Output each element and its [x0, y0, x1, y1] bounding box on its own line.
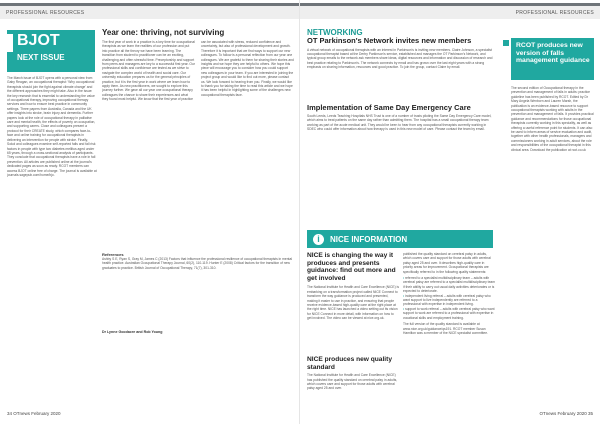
running-header-left	[0, 3, 299, 19]
rcot-body: The second edition of Occupational therapy in the prevention and management of falls in adults: practice guideline has been published by RCOT. Edited by Dr Mary Angela Wenborn and Lauren Marsh, the publication is an evidence-based resource to support occupational therapists working with adults in the prevention and management of falls. It provides practical guidance and recommendations for those occupational therapists currently working in this speciality, as well as offering a useful reference point for students. It can also be used to inform areas of service evaluation and audit, together with other health professionals, managers and commissioners working in adult services, about the role and responsibilities of the occupational therapist in this clinical area. Download the publication at rcot.co.uk	[511, 86, 594, 152]
rcot-banner	[511, 38, 594, 80]
rcot-title: RCOT produces new version of falls management guidance	[516, 42, 590, 65]
sdec-title: Implementation of Same Day Emergency Care	[307, 102, 471, 112]
rcot-square-decoration	[503, 40, 509, 46]
nice-col2-intro: published the quality standard on cerebral palsy in adults, which covers care and support for those adults with cerebral palsy aged 25 and over. It describes high-quality care in priority areas for improvement. Occupational therapists are specifically referred to in the following quality statements:	[403, 252, 491, 274]
bjot-body: The March issue of BJOT opens with a personal view from Gaby Reagan, an occupational therapist: 'Why occupational therapists should join the fight against climate change' and the different approaches they might take. Also in the issue: the key research that is essential to understanding the value of occupational therapy, improving occupational therapy services and how to ensure best practice in community settings. Three papers from Australia, Canada and the UK offer insights into stroke, brain injury and dementia. Further papers look at the role of occupational therapy in palliative care and mental health, the effects of poverty on occupation, and supporting carers. Close and colleagues present a protocol for their CREATE study, which compares face-to-face and online training for occupational therapists in delivering an intervention for people with stroke. Finally, Sokol and colleagues examine self-reported falls and fall risk factors in people with type two diabetes mellitus aged under 65 years, through a cross-sectional analysis of participants. They conclude that occupational therapists have a role in fall prevention. All articles are published online at the journal's dedicated pages as soon as ready. RCOT members can access BJOT online free of charge. The journal is available at journals.sagepub.com/home/bjo.	[7, 76, 97, 177]
networking-body: A virtual network of occupational therapists with an interest in Parkinson's is inviting new members. Claire Johnson, a specialist occupational therapist based at the Derby Parkinson's service, established and manages the OT Parkinson's Network, and typical group emails to the network ask members share ideas, digital resources and information and discussion of research and best practice relating to Parkinson's. The network connects by email and has grown over the last eight years with a strong emphasis on sharing information, resources and good practice. To join the group, contact Claire by email.	[307, 47, 493, 70]
list-item: • independent living referral – adults with cerebral palsy who want support to live independently are referred to a professional with expertise in independent living.	[403, 294, 495, 307]
sdec-body: South Leeds, Leeds Teaching Hospitals NHS Trust is one of a number of trusts piloting the Same Day Emergency Care model, which aims to treat patients on the same day rather than admitting them. The hospital has a small occupational therapy team working as part of the acute medical unit. They would be keen to hear from any occupational therapists currently working in SDEC who could offer information about how therapy is used in this new model of care. Please contact the team by email.	[307, 114, 492, 132]
bjot-bar-decoration	[7, 34, 13, 52]
bjot-title: BJOT	[17, 32, 60, 49]
right-page	[300, 0, 600, 424]
nice-body-1: The National Institute for Health and Care Excellence (NICE) is embarking on a transformation project called NICE Connect to transform the way guidance is produced and presented, making it easier to use in practice, and ensuring that people receive evidence-based high-quality care at the right place at the right time. NICE has launched a video setting out its vision for NICE Connect in more detail, with information on how to get involved. The video can be viewed at nice.org.uk.	[307, 285, 399, 321]
nice-article-2	[307, 356, 399, 403]
quality-statement-list	[403, 276, 495, 320]
running-header-right	[300, 3, 600, 19]
nice-column-2	[403, 252, 495, 412]
page-number-left: 34 OTnews February 2020	[7, 411, 61, 416]
nice-heading-2: NICE produces new quality standard	[307, 356, 393, 371]
nice-body-2: The National Institute for Health and Care Excellence (NICE) has published the quality standard on cerebral palsy in adults, which covers care and support for those adults with cerebral palsy aged 25 and over.	[307, 373, 398, 391]
networking-subtitle: OT Parkinson's Network invites new members	[307, 36, 472, 45]
nice-banner-title: NICE INFORMATION	[330, 234, 408, 244]
references-body: Ashby S E, Ryan S, Gray M, James C (2013) Factors that influence the professional resilience of occupational therapists in mental health practice. Australian Occupational Therapy Journal, 60(2), 110-119. Hunter E (2008) Critical factors for the transition of new graduates to practice. British Journal of Occupational Therapy, 71(7), 301-310.	[102, 257, 293, 270]
networking-title: NETWORKING	[307, 28, 363, 37]
references-heading: References	[102, 252, 124, 257]
list-item: • referred to a specialist multidisciplinary team – adults with cerebral palsy are referred to a specialist multidisciplinary team if their ability to carry out usual daily activities deteriorates or is expected to deteriorate.	[403, 276, 495, 294]
page-number-right: OTnews February 2020 35	[539, 411, 593, 416]
nice-col2-outro: The full version of the quality standard is available at www.nice.org.uk/guidance/qs191. RCOT member Susan Hamilton was a member of the NICE specialist committee.	[403, 322, 489, 335]
year-one-title: Year one: thriving, not surviving	[102, 28, 225, 37]
year-one-body: The first year of work in a practice is a key time for occupational therapists as we learn the realities of our profession and put into practice all the theory we have been learning. The transition from student to practitioner can be an exciting, challenging and often stressful time. Preceptorship and support from peers and managers are key to a successful first year. Our professional skills and confidence are tested as we strive to navigate the complex world of health and social care. Our university education prepares us for the general principles of practice, but it is the first year in work where we learn how to apply them. As new practitioners, we sought to explore this journey further. We gave all our year one occupational therapy colleagues the chance to share their experiences and what they found most helpful. We know that the first year of practice can be associated with stress, reduced confidence and uncertainty, but also of professional development and growth. Therefore it is important that we find ways to support our new colleagues. To follow is a personal reflection from our year one colleagues. We are grateful to them for sharing their stories and insights and we hope they are helpful to others. We hope this piece will encourage you to consider how you could support new colleagues in your team. If you are interested in joining the project group and would like to find out more, please contact us. We look forward to hearing from you. Finally, we would like to thank you for taking the time to read this article and we hope it has been helpful in highlighting some of the challenges new occupational therapists face.	[102, 40, 294, 102]
list-item: • support to work referral – adults with cerebral palsy who want support to work are referred to a professional with expertise in vocational skills and employment training.	[403, 307, 495, 320]
section-label: PROFESSIONAL RESOURCES	[6, 10, 85, 16]
bjot-subtitle: NEXT ISSUE	[17, 53, 65, 62]
nice-heading-1: NICE is changing the way it produces and presents guidance: find out more and get involved	[307, 252, 396, 282]
bjot-banner	[7, 30, 95, 72]
author-signature: Dr Lynne Goodacre and Rob Young	[102, 330, 163, 334]
info-icon: i	[313, 234, 324, 245]
networking-article	[307, 28, 493, 174]
nice-article-1	[307, 252, 399, 353]
section-label-right: PROFESSIONAL RESOURCES	[515, 10, 594, 16]
year-one-article	[102, 28, 294, 334]
nice-information-banner	[307, 230, 493, 248]
